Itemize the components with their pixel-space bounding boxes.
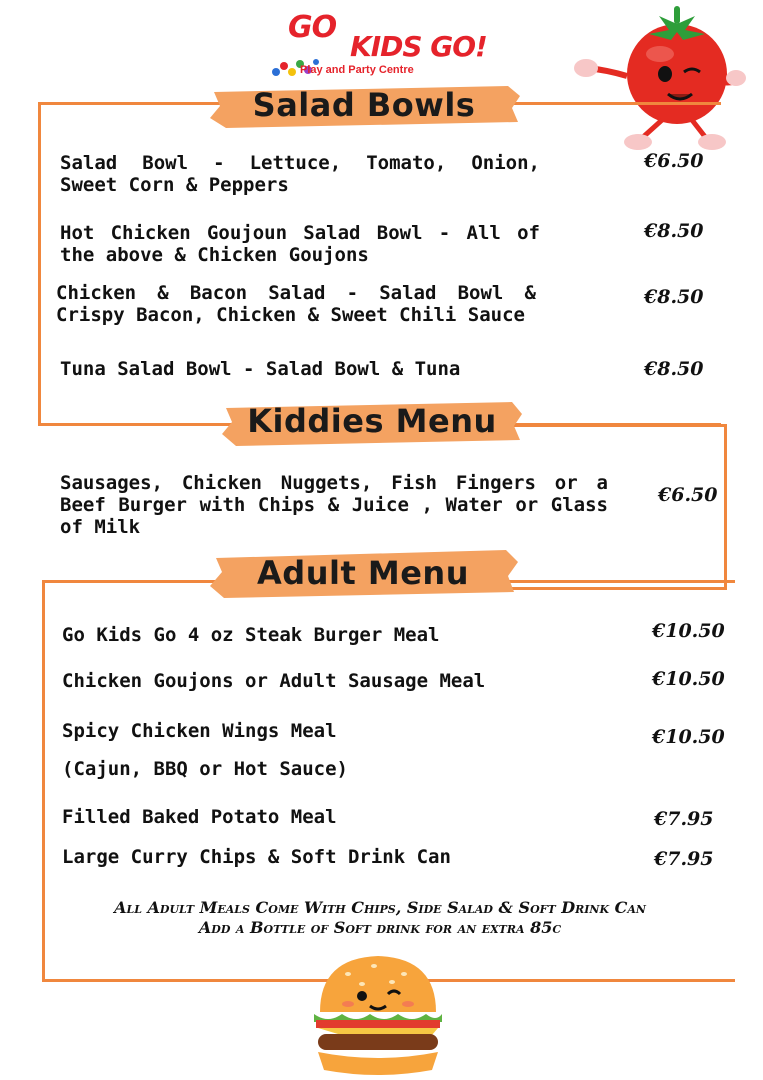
section-title: Salad Bowls bbox=[252, 86, 476, 124]
list-item: Hot Chicken Goujoun Salad Bowl - All of the above & Chicken Goujons bbox=[60, 222, 540, 266]
burger-mascot-icon bbox=[308, 950, 448, 1078]
list-item: Filled Baked Potato Meal bbox=[62, 806, 337, 828]
kiddies-menu-banner bbox=[222, 396, 522, 446]
item-price: €7.95 bbox=[654, 848, 714, 870]
item-price: €8.50 bbox=[644, 286, 704, 308]
logo-tagline: Play and Party Centre bbox=[300, 64, 414, 76]
logo bbox=[270, 8, 490, 80]
list-item: Large Curry Chips & Soft Drink Can bbox=[62, 846, 451, 868]
list-item: Spicy Chicken Wings Meal bbox=[62, 720, 337, 742]
item-price: €10.50 bbox=[652, 668, 725, 690]
list-item: Salad Bowl - Lettuce, Tomato, Onion, Sweet Corn & Peppers bbox=[60, 152, 540, 196]
list-item: Sausages, Chicken Nuggets, Fish Fingers or a Beef Burger with Chips & Juice , Water or Glass of Milk bbox=[60, 472, 608, 538]
item-price: €8.50 bbox=[644, 358, 704, 380]
logo-text-go: GO bbox=[288, 10, 337, 45]
list-item: Chicken & Bacon Salad - Salad Bowl & Crispy Bacon, Chicken & Sweet Chili Sauce bbox=[56, 282, 536, 326]
item-price: €10.50 bbox=[652, 620, 725, 642]
soft-drink-note: Add a Bottle of Soft drink for an extra 85c bbox=[198, 918, 562, 937]
section-title: Adult Menu bbox=[257, 554, 469, 592]
item-price: €6.50 bbox=[644, 150, 704, 172]
list-item: Go Kids Go 4 oz Steak Burger Meal bbox=[62, 624, 440, 646]
item-price: €8.50 bbox=[644, 220, 704, 242]
list-item: (Cajun, BBQ or Hot Sauce) bbox=[62, 758, 348, 780]
list-item: Tuna Salad Bowl - Salad Bowl & Tuna bbox=[60, 358, 461, 380]
adult-menu-banner bbox=[208, 546, 518, 596]
item-price: €6.50 bbox=[658, 484, 718, 506]
list-item: Chicken Goujons or Adult Sausage Meal bbox=[62, 670, 486, 692]
salad-bowls-banner bbox=[208, 82, 520, 132]
adult-meal-note: All Adult Meals Come With Chips, Side Salad & Soft Drink Can bbox=[114, 898, 646, 917]
item-price: €10.50 bbox=[652, 726, 725, 748]
section-title: Kiddies Menu bbox=[247, 402, 497, 440]
item-price: €7.95 bbox=[654, 808, 714, 830]
logo-text-kids-go: KIDS GO! bbox=[350, 30, 487, 63]
